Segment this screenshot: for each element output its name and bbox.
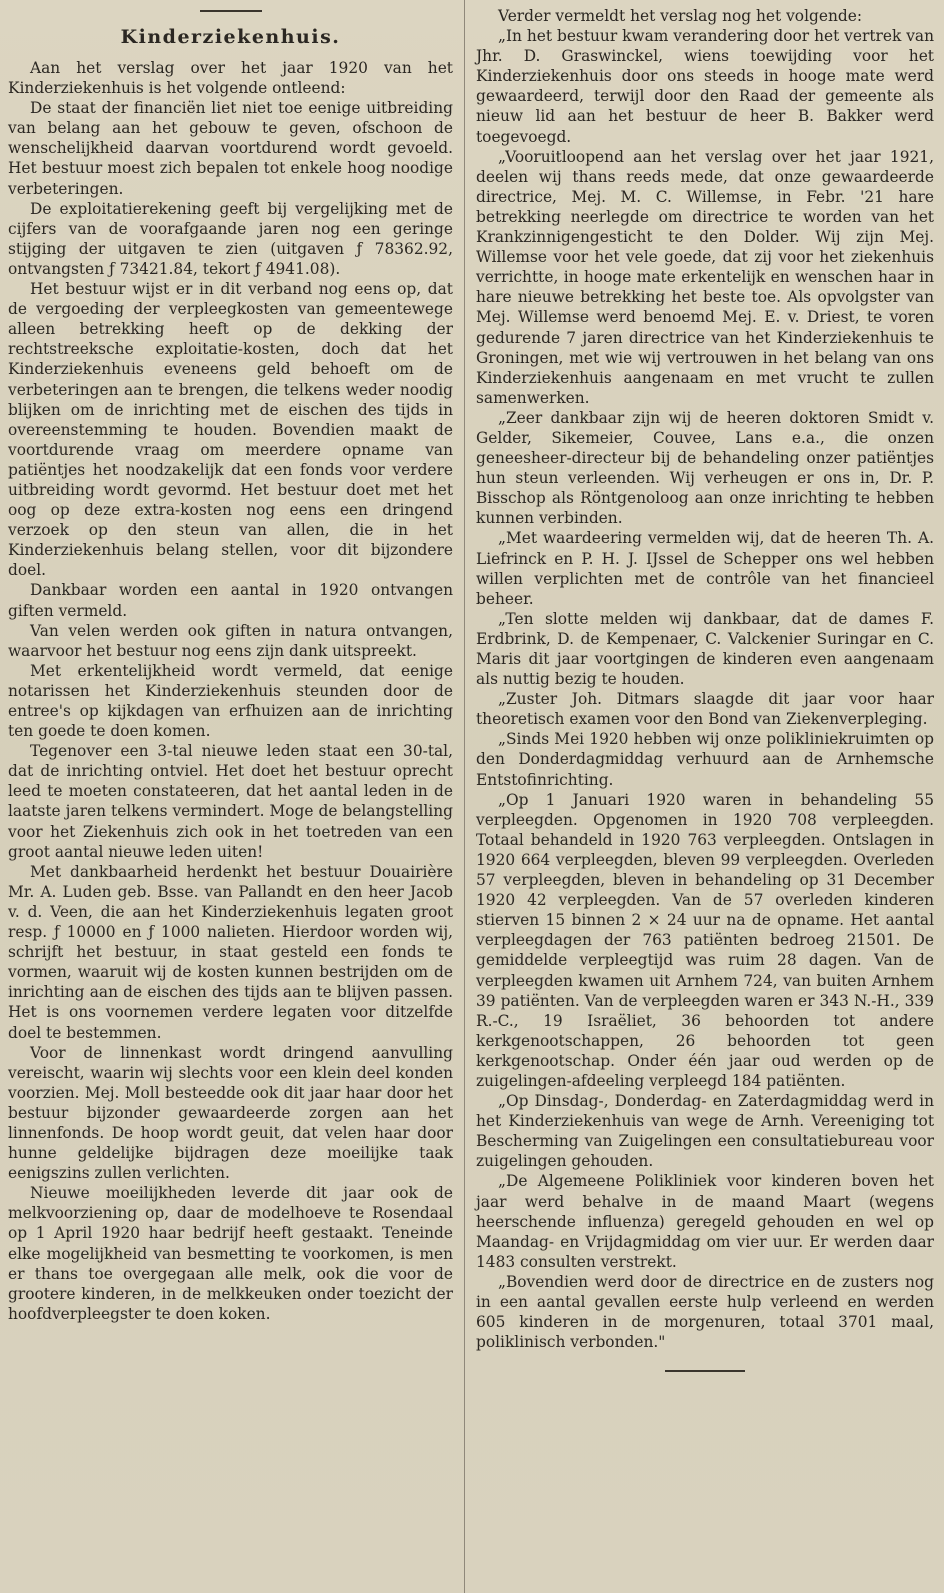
article-paragraph: Van velen werden ook giften in natura ontvangen, waarvoor het bestuur nog eens zijn dank uitspreekt. xyxy=(8,621,453,660)
article-paragraph: „De Algemeene Polikliniek voor kinderen boven het jaar werd behalve in de maand Maart (wegens heerschende influenza) geregeld gehouden en wel op Maandag- en Vrijdagmiddag om vier uur. Er werden daar 1483 consulten verstrekt. xyxy=(476,1172,934,1271)
article-paragraph: Nieuwe moeilijkheden leverde dit jaar ook de melkvoorziening op, daar de modelhoeve te Rosendaal op 1 April 1920 haar bedrijf heeft gestaakt. Teneinde elke mogelijkheid van besmetting te voorkomen, is men er thans toe overgegaan alle melk, ook die voor de grootere kinderen, in de melkkeuken onder toezicht der hoofdverpleegster te doen koken. xyxy=(8,1184,453,1323)
article-paragraph: Voor de linnenkast wordt dringend aanvulling vereischt, waarin wij slechts voor een klein deel konden voorzien. Mej. Moll besteedde ook dit jaar haar door het bestuur bijzonder gewaardeerde zorgen aan het linnenfonds. De hoop wordt geuit, dat velen haar door hunne geldelijke bijdragen deze moeilijke taak eenigszins zullen verlichten. xyxy=(8,1043,453,1183)
article-paragraph: Met erkentelijkheid wordt vermeld, dat eenige notarissen het Kinderziekenhuis steunden door de entree's op kijkdagen van erfhuizen aan de inrichting ten goede te doen komen. xyxy=(8,661,453,741)
top-rule xyxy=(200,10,262,12)
right-column-body xyxy=(476,6,934,1352)
article-paragraph: Het bestuur wijst er in dit verband nog eens op, dat de vergoeding der verpleegkosten van gemeentewege alleen betrekking heeft op de dekking der rechtstreeksche exploitatie-kosten, doch dat het Kinderziekenhuis eveneens geld behoeft om de verbeteringen aan te brengen, die telkens weder noodig blijken om de inrichting met de eischen des tijds in overeenstemming te houden. Bovendien maakt de voortdurende vraag om meerdere opname van patiëntjes het noodzakelijk dat een fonds voor verdere uitbreiding wordt gevormd. Het bestuur doet met het oog op deze extra-kosten nog eens een dringend verzoek op den steun van allen, die in het Kinderziekenhuis belang stellen, voor dit bijzondere doel. xyxy=(8,280,453,580)
article-paragraph: „Zeer dankbaar zijn wij de heeren doktoren Smidt v. Gelder, Sikemeier, Couvee, Lans e.a., die onzen geneesheer-directeur bij de behandeling onzer patiëntjes hun steun verleenden. Wij verheugen er ons in, Dr. P. Bisschop als Röntgenoloog aan onze inrichting te hebben kunnen verbinden. xyxy=(476,408,934,528)
article-title: Kinderziekenhuis. xyxy=(120,26,341,48)
article-paragraph: Met dankbaarheid herdenkt het bestuur Douairière Mr. A. Luden geb. Bsse. van Pallandt en den heer Jacob v. d. Veen, die aan het Kinderziekenhuis legaten groot resp. ƒ 10000 en ƒ 1000 nalieten. Hierdoor worden wij, schrijft het bestuur, in staat gesteld een fonds te vormen, waaruit wij de kosten kunnen bestrijden om de inrichting aan de eischen des tijds aan te blijven passen. Het is ons voornemen verdere legaten voor ditzelfde doel te bestemmen. xyxy=(8,862,453,1042)
article-paragraph: De staat der financiën liet niet toe eenige uitbreiding van belang aan het gebouw te geven, ofschoon de wenschelijkheid daarvan voortdurend wordt gevoeld. Het bestuur moest zich bepalen tot enkele hoog noodige verbeteringen. xyxy=(8,99,453,198)
bottom-rule xyxy=(665,1370,745,1372)
article-paragraph: „Zuster Joh. Ditmars slaagde dit jaar voor haar theoretisch examen voor den Bond van Ziekenverpleging. xyxy=(476,690,934,729)
article-paragraph: „Vooruitloopend aan het verslag over het jaar 1921, deelen wij thans reeds mede, dat onze gewaardeerde directrice, Mej. M. C. Willemse, in Febr. '21 hare betrekking neerlegde om directrice te worden van het Krankzinnigengesticht te den Dolder. Wij zijn Mej. Willemse voor het vele goede, dat zij voor het ziekenhuis verrichtte, in hooge mate erkentelijk en wenschen haar in hare nieuwe betrekking het beste toe. Als opvolgster van Mej. Willemse werd benoemd Mej. E. v. Driest, te voren gedurende 7 jaren directrice van het Kinderziekenhuis te Groningen, met wie wij vertrouwen in het belang van ons Kinderziekenhuis aangenaam en met vrucht te zullen samenwerken. xyxy=(476,147,934,407)
article-paragraph: „In het bestuur kwam verandering door het vertrek van Jhr. D. Graswinckel, wiens toewijding voor het Kinderziekenhuis door ons steeds in hooge mate werd gewaardeerd, terwijl door den Raad der gemeente als nieuw lid aan het bestuur de heer B. Bakker werd toegevoegd. xyxy=(476,27,934,146)
article-paragraph: Verder vermeldt het verslag nog het volgende: xyxy=(498,7,863,25)
article-paragraph: Dankbaar worden een aantal in 1920 ontvangen giften vermeld. xyxy=(8,581,453,620)
article-paragraph: „Op 1 Januari 1920 waren in behandeling 55 verpleegden. Opgenomen in 1920 708 verpleegden. Totaal behandeld in 1920 763 verpleegden. Ontslagen in 1920 664 verpleegden, bleven 99 verpleegden. Overleden 57 verpleegden, bleven in behandeling op 31 December 1920 42 verpleegden. Van de 57 overleden kinderen stierven 15 binnen 2 × 24 uur na de opname. Het aantal verpleegdagen der 763 patiënten bedroeg 21501. De gemiddelde verpleegtijd was ruim 28 dagen. Van de verpleegden kwamen uit Arnhem 724, van buiten Arnhem 39 patiënten. Van de verpleegden waren er 343 N.-H., 339 R.-C., 19 Israëliet, 36 behoorden tot andere kerkgenootschappen, 26 behoorden tot geen kerkgenootschap. Onder één jaar oud werden op de zuigelingen-afdeeling verpleegd 184 patiënten. xyxy=(476,790,934,1090)
right-column xyxy=(476,0,934,1593)
article-paragraph: „Met waardeering vermelden wij, dat de heeren Th. A. Liefrinck en P. H. J. IJssel de Schepper ons wel hebben willen verplichten met de contrôle van het financieel beheer. xyxy=(476,529,934,608)
left-column xyxy=(8,0,453,1593)
article-paragraph: „Ten slotte melden wij dankbaar, dat de dames F. Erdbrink, D. de Kempenaer, C. Valckenier Suringar en C. Maris dit jaar voortgingen de kinderen even aangenaam als nuttig bezig te houden. xyxy=(476,609,934,689)
article-paragraph: Tegenover een 3-tal nieuwe leden staat een 30-tal, dat de inrichting ontviel. Het doet het bestuur oprecht leed te moeten constateeren, dat het aantal leden in de laatste jaren telkens vermindert. Moge de belangstelling voor het Ziekenhuis zich ook in het toetreden van een groot aantal nieuwe leden uiten! xyxy=(8,742,453,861)
article-paragraph: „Op Dinsdag-, Donderdag- en Zaterdagmiddag werd in het Kinderziekenhuis van wege de Arnh. Vereeniging tot Bescherming van Zuigelingen een consultatiebureau voor zuigelingen gehouden. xyxy=(476,1092,934,1171)
article-paragraph: Aan het verslag over het jaar 1920 van het Kinderziekenhuis is het volgende ontleend: xyxy=(8,59,453,98)
article-paragraph: De exploitatierekening geeft bij vergelijking met de cijfers van de voorafgaande jaren nog een geringe stijging der uitgaven te zien (uitgaven ƒ 78362.92, ontvangsten ƒ 73421.84, tekort ƒ 4941.08). xyxy=(8,199,453,278)
column-divider xyxy=(464,0,465,1593)
left-column-body xyxy=(8,58,453,1324)
article-paragraph: „Bovendien werd door de directrice en de zusters nog in een aantal gevallen eerste hulp verleend en werden 605 kinderen in de morgenuren, totaal 3701 maal, poliklinisch verbonden." xyxy=(476,1272,934,1352)
article-paragraph: „Sinds Mei 1920 hebben wij onze polikliniekruimten op den Donderdagmiddag verhuurd aan de Arnhemsche Entstofinrichting. xyxy=(476,730,934,789)
